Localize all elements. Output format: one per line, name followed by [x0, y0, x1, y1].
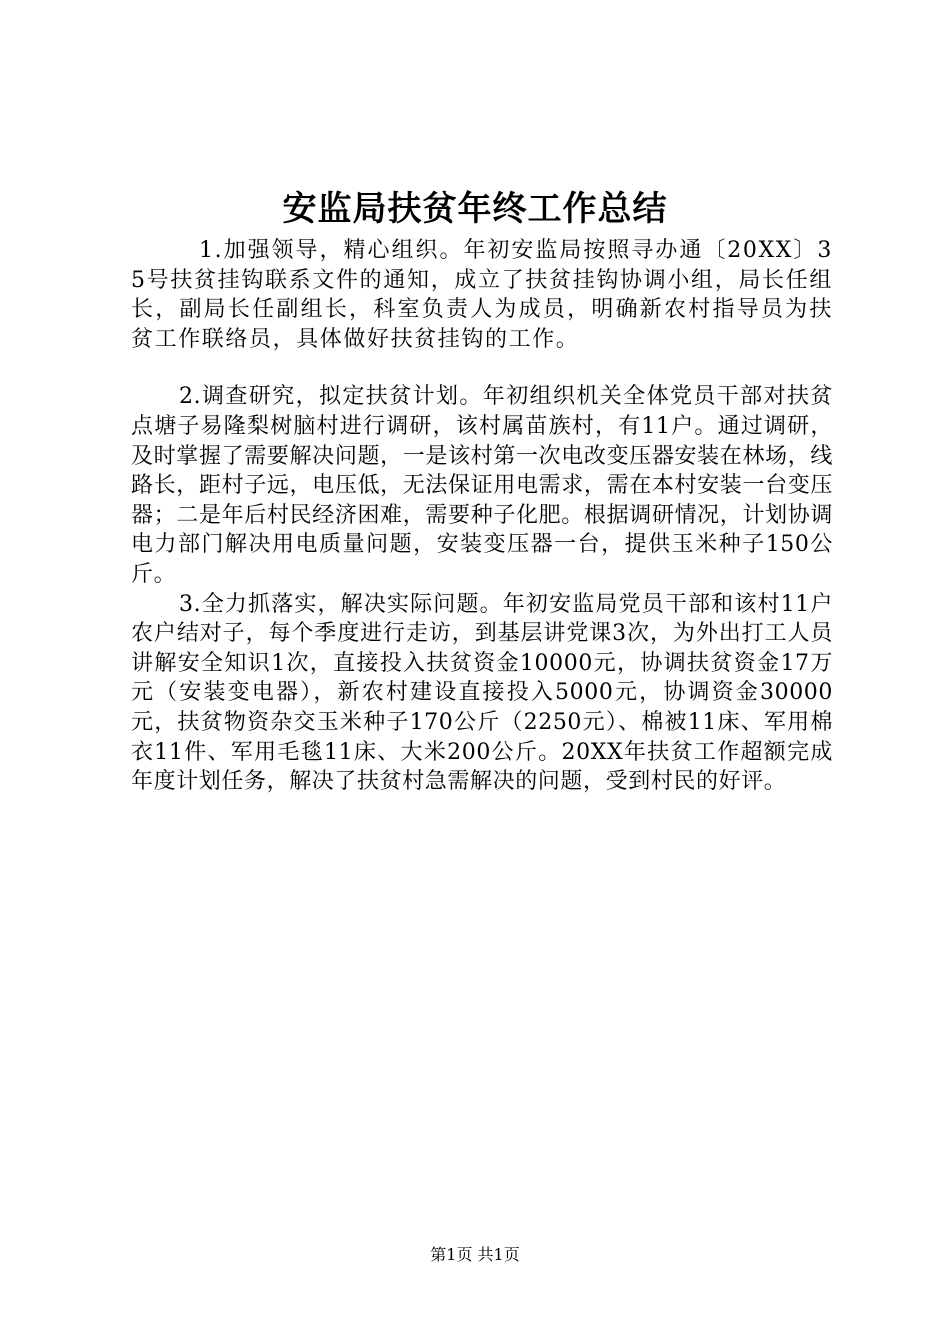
- document-body: [131, 236, 833, 797]
- paragraph-1: 1.加强领导，精心组织。年初安监局按照寻办通〔20XX〕35号扶贫挂钩联系文件的通知，成立了扶贫挂钩协调小组，局长任组长，副局长任副组长，科室负责人为成员，明确新农村指导员为扶贫工作联络员，具体做好扶贫挂钩的工作。: [131, 238, 833, 352]
- paragraph-3: 3.全力抓落实，解决实际问题。年初安监局党员干部和该村11户农户结对子，每个季度进行走访，到基层讲党课3次，为外出打工人员讲解安全知识1次，直接投入扶贫资金10000元，协调扶贫资金17万元（安装变电器），新农村建设直接投入5000元，协调资金30000元，扶贫物资杂交玉米种子170公斤（2250元）、棉被11床、军用棉衣11件、军用毛毯11床、大米200公斤。20XX年扶贫工作超额完成年度计划任务，解决了扶贫村急需解决的问题，受到村民的好评。: [131, 591, 833, 795]
- page-footer: 第1页 共1页: [430, 1245, 520, 1264]
- document-title: 安监局扶贫年终工作总结: [282, 189, 668, 229]
- paragraph-2: 2.调查研究，拟定扶贫计划。年初组织机关全体党员干部对扶贫点塘子易隆梨树脑村进行调研，该村属苗族村，有11户。通过调研，及时掌握了需要解决问题，一是该村第一次电改变压器安装在林场，线路长，距村子远，电压低，无法保证用电需求，需在本村安装一台变压器；二是年后村民经济困难，需要种子化肥。根据调研情况，计划协调电力部门解决用电质量问题，安装变压器一台，提供玉米种子150公斤。: [131, 384, 833, 587]
